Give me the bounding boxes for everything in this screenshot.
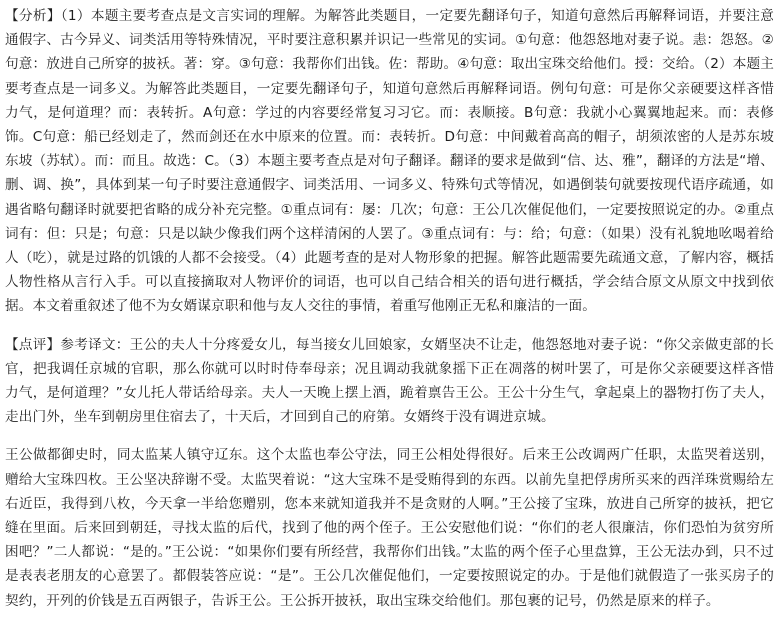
analysis-paragraph: 【分析】（1）本题主要考查点是文言实词的理解。为解答此类题目，一定要先翻译句子，知道句意然后再解释词语，并要注意通假字、古今异义、词类活用等特殊情况，平时要注意积累并识记一些常见的实词。①句意：他怨怒地对妻子说。恚：怨怒。②句意：放进自己所穿的披袄。著：穿。③句意：我帮你们出钱。佐：帮助。④句意：取出宝珠交给他们。授：交给。（2）本题主要考查点是一词多义。为解答此类题目，一定要先翻译句子，知道句意然后再解释词语。例句句意：可是你父亲硬要这样吝惜力气，是何道理？而：表转折。A句意：学过的内容要经常复习习它。而：表顺接。B句意：我就小心翼翼地起来。而：表修饰。C句意：船已经划走了，然而剑还在水中原来的位置。而：表转折。D句意：中间戴着高高的帽子，胡须浓密的人是苏东坡东坡（苏轼）。而：而且。故选：C。（3）本题主要考查点是对句子翻译。翻译的要求是做到“信、达、雅”，翻译的方法是“增、删、调、换”，具体到某一句子时要注意通假字、词类活用、一词多义、特殊句式等情况，如遇倒装句就要按现代语序疏通，如遇省略句翻译时就要把省略的成分补充完整。①重点词有：屡：几次；句意：王公几次催促他们，一定要按照说定的办。②重点词有：但：只是；句意：只是以缺少像我们两个这样清闲的人罢了。③重点词有：与：给；句意：（如果）没有礼貌地吆喝着给人（吃），就是过路的饥饿的人都不会接受。（4）此题考查的是对人物形象的把握。解答此题需要先疏通文意，了解内容，概括人物性格从言行入手。可以直接摘取对人物评价的词语，也可以自己结合相关的语句进行概括，学会结合原文从原文中找到依据。本文着重叙述了他不为女婿谋京职和他与友人交往的事情，着重写他刚正无私和廉洁的一面。	[5, 8, 774, 315]
translation-paragraph: 王公做都御史时，同太监某人镇守辽东。这个太监也奉公守法，同王公相处得很好。后来王公改调两广任职，太监哭着送别，赠给大宝珠四枚。王公坚决辞谢不受。太监哭着说：“这大宝珠不是受贿得到的东西。以前先皇把俘虏所买来的西洋珠赏赐给左右近臣，我得到八枚，今天拿一半给您赠别，您本来就知道我并不是贪财的人啊。”王公接了宝珠，放进自己所穿的披袄，把它缝在里面。后来回到朝廷，寻找太监的后代，找到了他的两个侄子。王公安慰他们说：“你们的老人很廉洁，你们恐怕为贫穷所困吧？”二人都说：“是的。”王公说：“如果你们要有所经营，我帮你们出钱。”太监的两个侄子心里盘算，王公无法办到，只不过是表表老朋友的心意罢了。都假装答应说：“是”。王公几次催促他们，一定要按照说定的办。于是他们就假造了一张买房子的契约，开列的价钱是五百两银子，告诉王公。王公拆开披袄，取出宝珠交给他们。那包裹的记号，仍然是原来的样子。	[5, 447, 774, 609]
commentary-paragraph: 【点评】参考译文：王公的夫人十分疼爱女儿，每当接女儿回娘家，女婿坚决不让走，他怨怒地对妻子说：“你父亲做吏部的长官，把我调任京城的官职，那么你就可以时时侍奉母亲；况且调动我就象摇下正在凋落的树叶罢了，可是你父亲硬要这样吝惜力气，是何道理？”女儿托人带话给母亲。夫人一天晚上摆上酒，跪着禀告王公。王公十分生气，拿起桌上的器物打伤了夫人，走出门外，坐车到朝房里住宿去了，十天后，才回到自己的府第。女婿终于没有调进京城。	[5, 336, 774, 426]
